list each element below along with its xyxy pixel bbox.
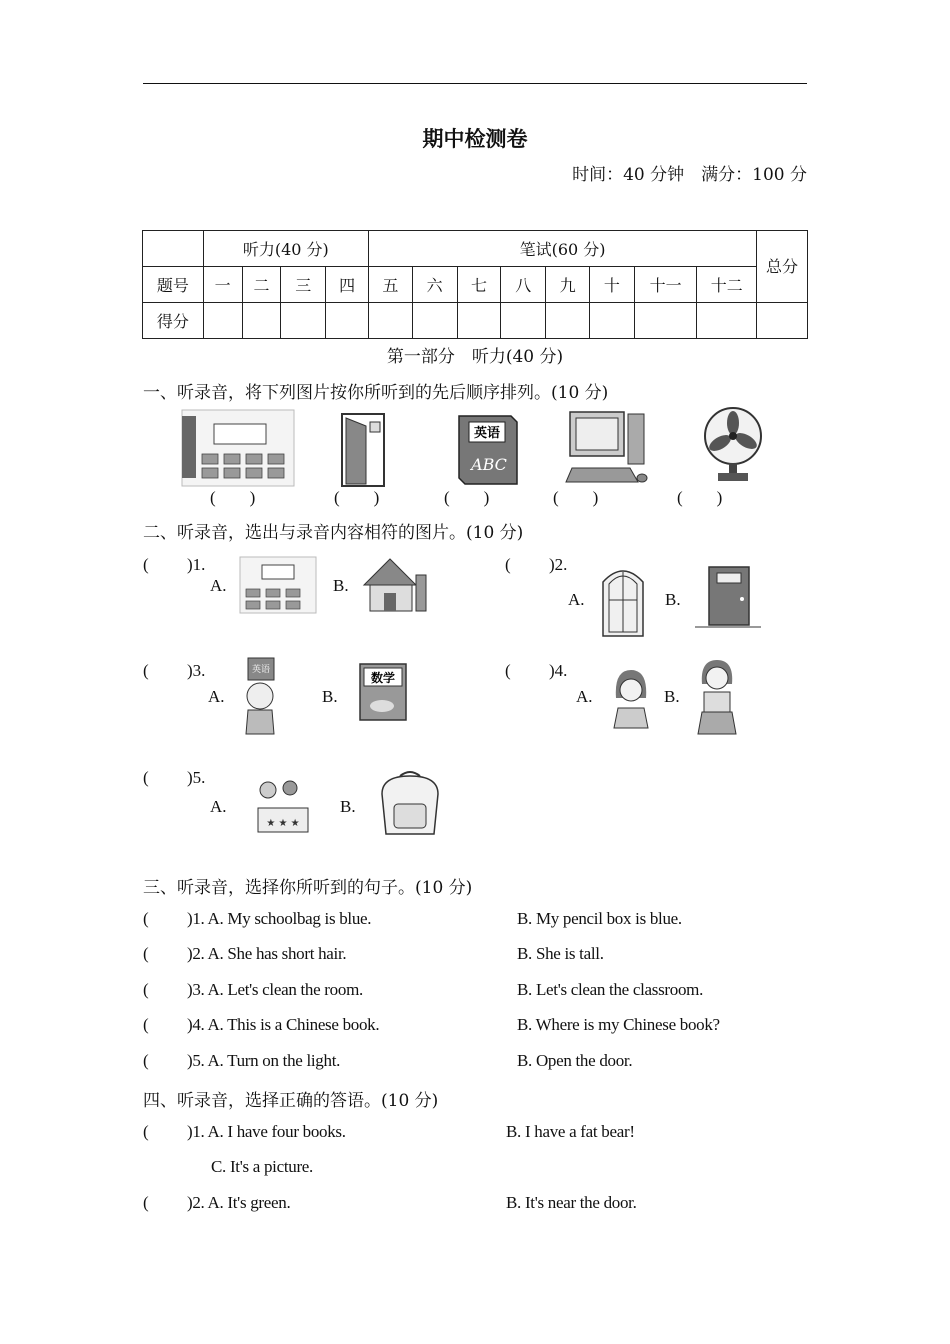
answer-paren-open: (: [143, 1122, 149, 1141]
question-option-a: )3. A. Let's clean the room.: [187, 980, 363, 999]
option-a-label: A.: [210, 797, 227, 816]
section4-heading: 四、听录音，选择正确的答语。(10 分): [143, 1091, 439, 1111]
section1-heading: 一、听录音，将下列图片按你所听到的先后顺序排列。(10 分): [143, 383, 609, 403]
row-number-label: 题号: [143, 267, 204, 303]
score-cell[interactable]: [546, 303, 590, 339]
answer-paren-open: (: [505, 555, 511, 574]
question-option-a: )1. A. My schoolbag is blue.: [187, 909, 372, 928]
question-number: )3.: [187, 661, 206, 680]
score-cell[interactable]: [757, 303, 808, 339]
door-icon: [340, 412, 386, 488]
house-icon: [360, 555, 430, 615]
answer-paren-open: (: [143, 944, 149, 963]
score-cell[interactable]: [412, 303, 457, 339]
answer-blank[interactable]: ( ): [334, 488, 380, 507]
option-b-label: B.: [333, 576, 349, 595]
corner-cell: [143, 231, 204, 267]
score-cell[interactable]: [281, 303, 326, 339]
question-option-a: )1. A. I have four books.: [187, 1122, 346, 1141]
question-option-b: B. She is tall.: [517, 944, 604, 963]
answer-blank[interactable]: ( ): [210, 488, 256, 507]
answer-blank[interactable]: ( ): [553, 488, 599, 507]
tall-girl-icon: [696, 658, 738, 736]
question-option-b: B. Open the door.: [517, 1051, 633, 1070]
boy-with-english-book-icon: [240, 656, 280, 736]
question-option-a: )5. A. Turn on the light.: [187, 1051, 341, 1070]
answer-paren-open: (: [143, 1193, 149, 1212]
num-cell: 十: [589, 267, 634, 303]
score-cell[interactable]: [697, 303, 757, 339]
question-option-c: C. It's a picture.: [211, 1157, 313, 1176]
num-cell: 六: [412, 267, 457, 303]
row-score-label: 得分: [143, 303, 204, 339]
top-rule: [143, 83, 807, 84]
short-hair-girl-icon: [610, 668, 652, 730]
math-label: 数学: [370, 671, 396, 685]
english-label: 英语: [251, 665, 271, 675]
score-cell[interactable]: [589, 303, 634, 339]
question-number: )5.: [187, 768, 206, 787]
score-cell[interactable]: [501, 303, 546, 339]
question-option-b: B. I have a fat bear!: [506, 1122, 635, 1141]
question-option-a: )4. A. This is a Chinese book.: [187, 1015, 380, 1034]
num-cell: 八: [501, 267, 546, 303]
option-a-label: A.: [208, 687, 225, 706]
num-cell: 七: [457, 267, 501, 303]
num-cell: 一: [203, 267, 242, 303]
question-option-a: )2. A. It's green.: [187, 1193, 291, 1212]
answer-paren-open: (: [143, 980, 149, 999]
question-number: )1.: [187, 555, 206, 574]
classroom-icon: [182, 410, 294, 486]
math-book-icon: [358, 662, 408, 722]
score-table: [142, 230, 808, 339]
computer-icon: [566, 410, 648, 488]
num-cell: 十一: [634, 267, 697, 303]
time-score-info: 时间：40 分钟 满分：100 分: [572, 165, 807, 185]
question-number: )4.: [549, 661, 568, 680]
total-header: 总分: [757, 231, 808, 303]
window-icon: [600, 560, 646, 638]
answer-paren-open: (: [143, 661, 149, 680]
score-cell[interactable]: [326, 303, 369, 339]
num-cell: 五: [368, 267, 412, 303]
score-cell[interactable]: [368, 303, 412, 339]
answer-paren-open: (: [505, 661, 511, 680]
part1-title: 第一部分 听力(40 分): [386, 347, 564, 367]
answer-paren-open: (: [143, 1051, 149, 1070]
score-cell[interactable]: [457, 303, 501, 339]
toy-box-icon: [250, 774, 312, 836]
answer-blank[interactable]: ( ): [444, 488, 490, 507]
question-option-a: )2. A. She has short hair.: [187, 944, 347, 963]
answer-paren-open: (: [143, 1015, 149, 1034]
answer-paren-open: (: [143, 555, 149, 574]
question-option-b: B. My pencil box is blue.: [517, 909, 682, 928]
question-option-b: B. Where is my Chinese book?: [517, 1015, 720, 1034]
score-cell[interactable]: [203, 303, 242, 339]
english-book-icon: [455, 412, 521, 488]
option-a-label: A.: [210, 576, 227, 595]
score-cell[interactable]: [634, 303, 697, 339]
abc-label: ABC: [471, 455, 507, 474]
svg-text:★ ★ ★: ★ ★ ★: [266, 818, 300, 829]
question-option-b: B. It's near the door.: [506, 1193, 637, 1212]
english-label: 英语: [473, 426, 501, 441]
num-cell: 十二: [697, 267, 757, 303]
num-cell: 三: [281, 267, 326, 303]
num-cell: 四: [326, 267, 369, 303]
classroom-icon: [240, 557, 316, 613]
answer-paren-open: (: [143, 768, 149, 787]
num-cell: 九: [546, 267, 590, 303]
listening-header: 听力(40 分): [203, 231, 368, 267]
answer-blank[interactable]: ( ): [677, 488, 723, 507]
answer-paren-open: (: [143, 909, 149, 928]
section3-heading: 三、听录音，选择你所听到的句子。(10 分): [143, 878, 473, 898]
option-b-label: B.: [664, 687, 680, 706]
option-b-label: B.: [322, 687, 338, 706]
door-icon: [695, 565, 761, 629]
question-option-b: B. Let's clean the classroom.: [517, 980, 704, 999]
page-title: 期中检测卷: [422, 126, 528, 151]
score-cell[interactable]: [242, 303, 281, 339]
option-b-label: B.: [665, 590, 681, 609]
section2-heading: 二、听录音，选出与录音内容相符的图片。(10 分): [143, 523, 524, 543]
option-a-label: A.: [568, 590, 585, 609]
question-number: )2.: [549, 555, 568, 574]
writing-header: 笔试(60 分): [368, 231, 756, 267]
schoolbag-icon: [372, 770, 450, 838]
option-a-label: A.: [576, 687, 593, 706]
num-cell: 二: [242, 267, 281, 303]
fan-icon: [702, 405, 764, 485]
option-b-label: B.: [340, 797, 356, 816]
